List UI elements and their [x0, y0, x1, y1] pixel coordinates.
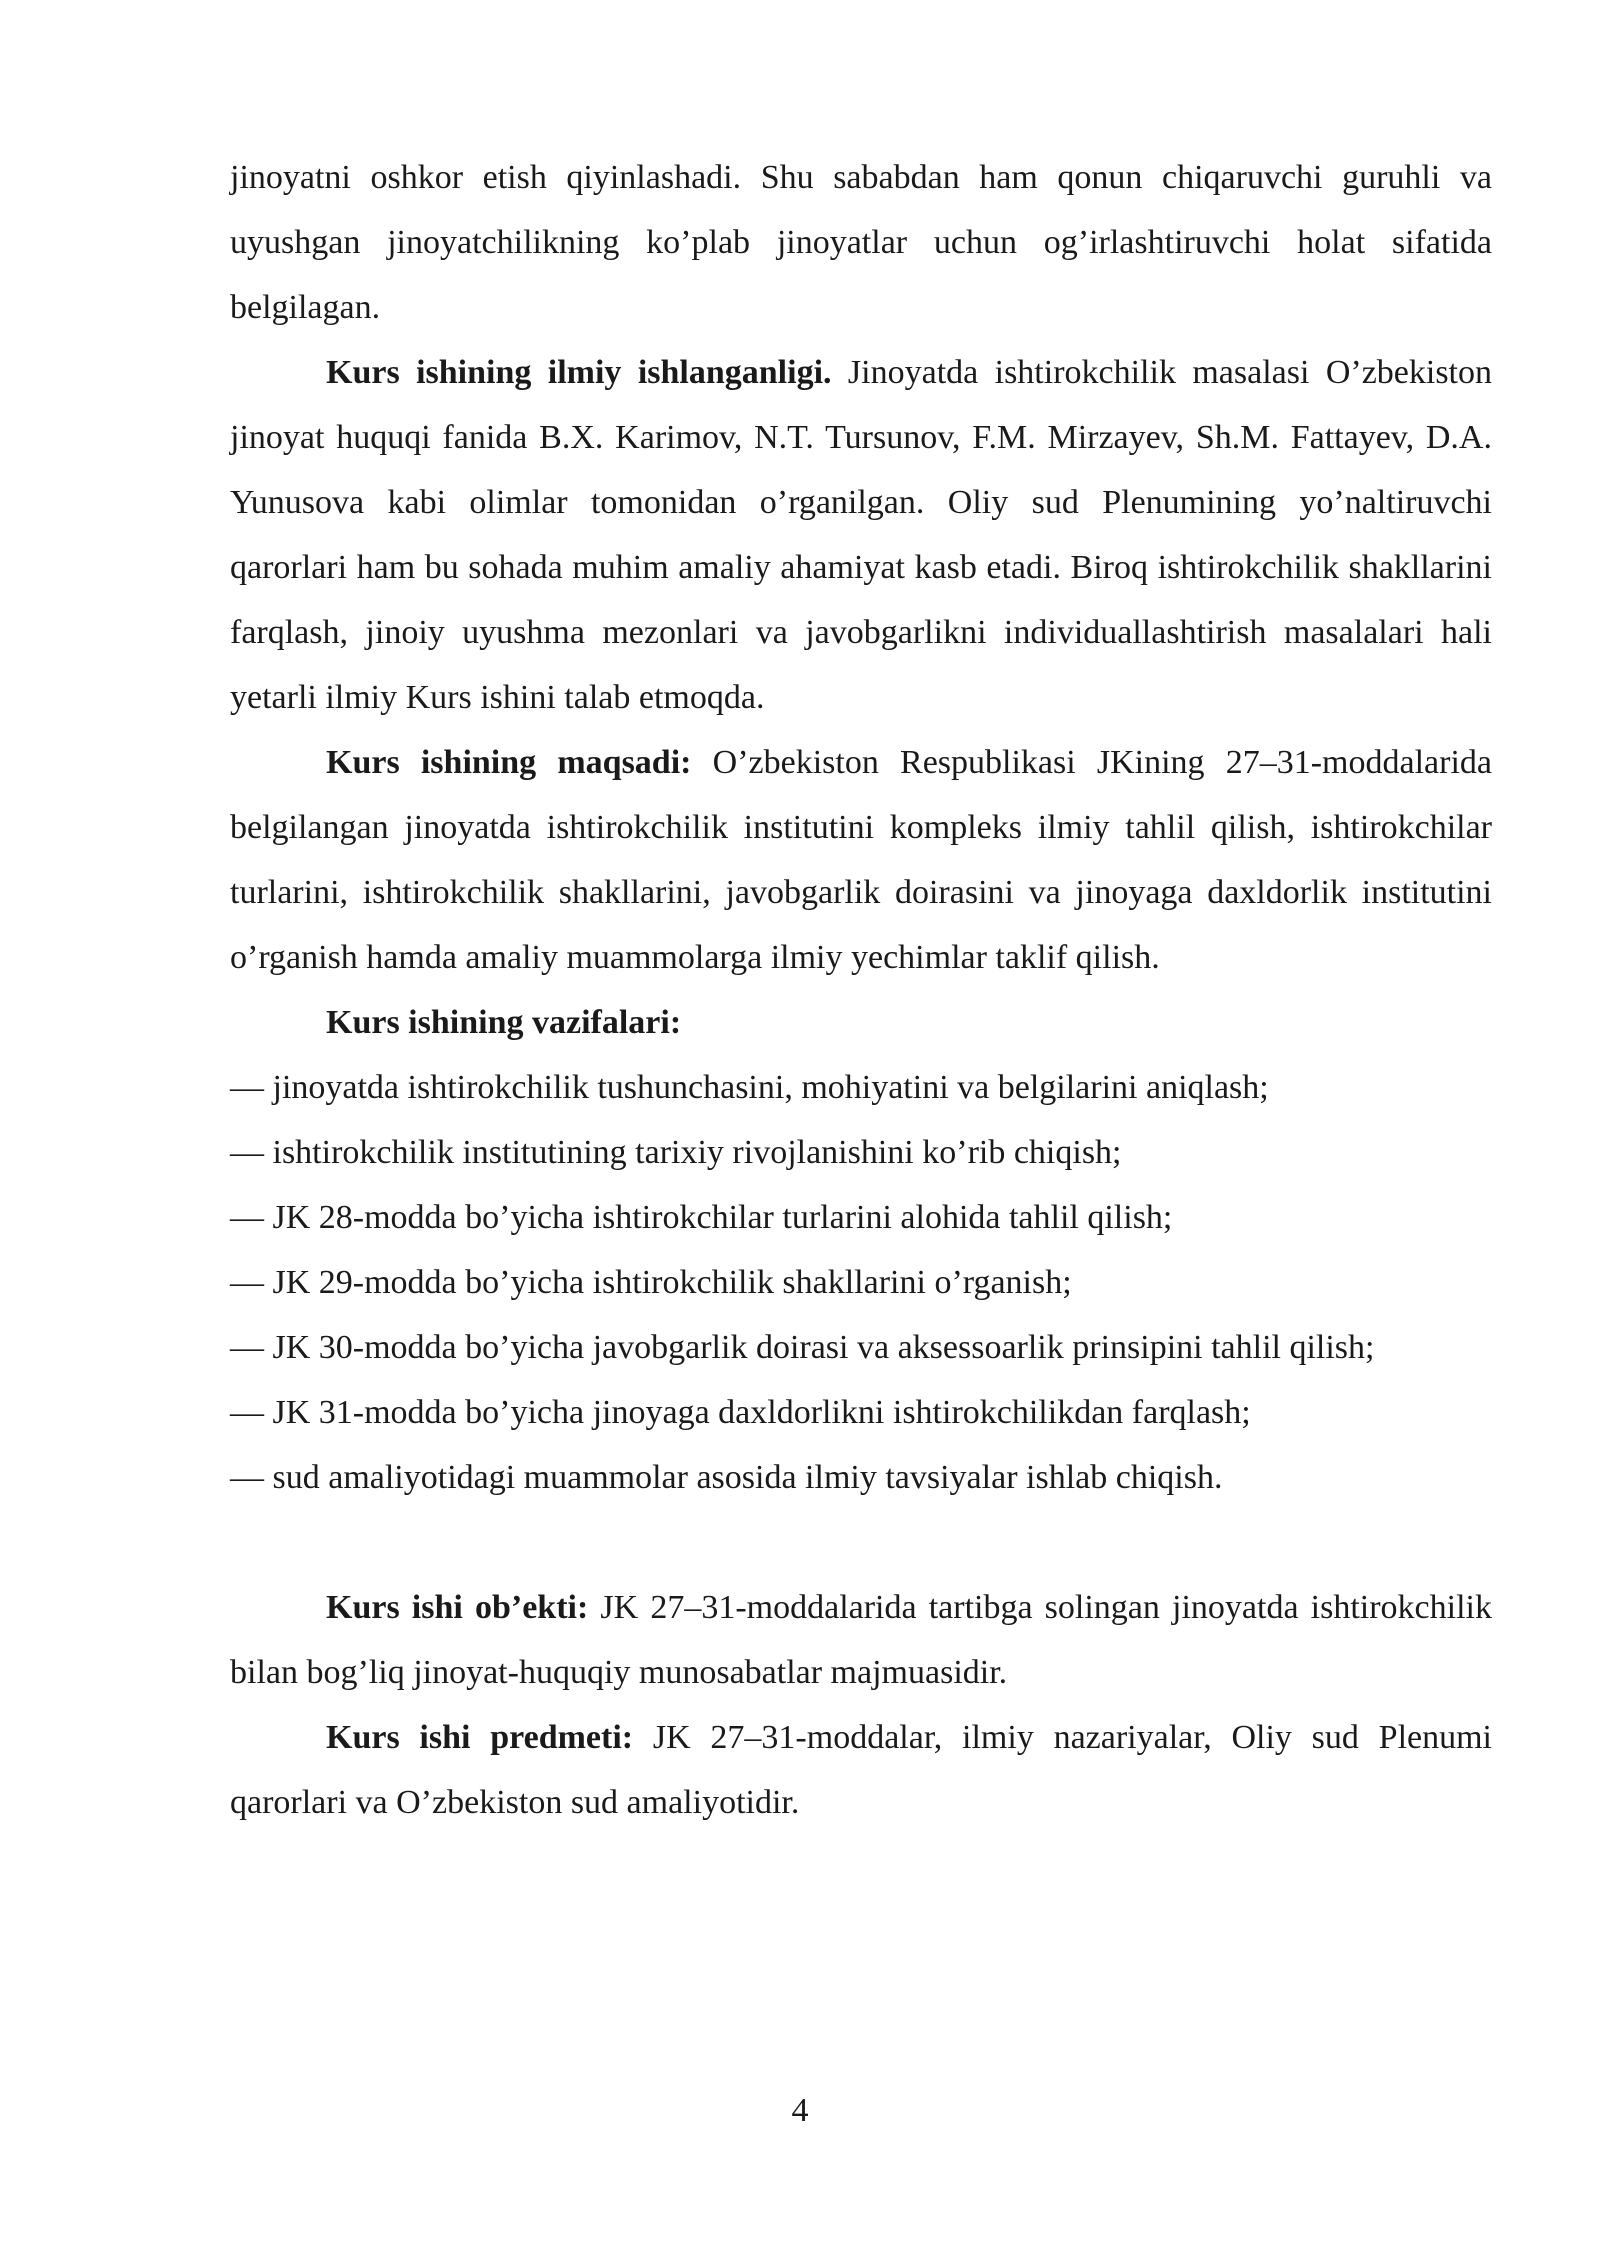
- vazifalar-list: [230, 1055, 1492, 1510]
- maqsad-text: O’zbekiston Respublikasi JKining 27–31-moddalarida belgilangan jinoyatda ishtirokchilik institutini kompleks ilmiy tahlil qilish, ishtirokchilar turlarini, ishtirokchilik shakllarini, javobgarlik doirasini va jinoyaga daxldorlik institutini o’rganish hamda amaliy muammolarga ilmiy yechimlar taklif qilish.: [230, 744, 1492, 976]
- ilmiy-paragraph: [230, 340, 1492, 730]
- obekt-paragraph: [230, 1575, 1492, 1705]
- ilmiy-heading: Kurs ishining ilmiy ishlanganligi.: [326, 354, 832, 391]
- list-item: — JK 31-modda bo’yicha jinoyaga daxldorlikni ishtirokchilikdan farqlash;: [230, 1394, 1251, 1431]
- predmet-text: JK 27–31-moddalar, ilmiy nazariyalar, Oliy sud Plenumi qarorlari va O’zbekiston sud amaliyotidir.: [230, 1719, 1492, 1821]
- predmet-heading: Kurs ishi predmeti:: [326, 1719, 634, 1756]
- obekt-text: JK 27–31-moddalarida tartibga solingan jinoyatda ishtirokchilik bilan bog’liq jinoyat-huquqiy munosabatlar majmuasidir.: [230, 1589, 1492, 1691]
- intro-paragraph: jinoyatni oshkor etish qiyinlashadi. Shu sababdan ham qonun chiqaruvchi guruhli va uyushgan jinoyatchilikning ko’plab jinoyatlar uchun og’irlashtiruvchi holat sifatida belgilagan.: [230, 159, 1492, 326]
- obekt-heading: Kurs ishi ob’ekti:: [326, 1589, 589, 1626]
- list-item: — jinoyatda ishtirokchilik tushunchasini, mohiyatini va belgilarini aniqlash;: [230, 1069, 1269, 1106]
- list-item: — JK 29-modda bo’yicha ishtirokchilik shakllarini o’rganish;: [230, 1264, 1072, 1301]
- maqsad-heading: Kurs ishining maqsadi:: [326, 744, 692, 781]
- document-page: [230, 145, 1492, 1835]
- maqsad-paragraph: [230, 730, 1492, 990]
- blank-line: [230, 1510, 1492, 1575]
- vazifalar-heading: Kurs ishining vazifalari:: [326, 1004, 682, 1041]
- list-item: — JK 30-modda bo’yicha javobgarlik doirasi va aksessoarlik prinsipini tahlil qilish;: [230, 1329, 1375, 1366]
- list-item: — JK 28-modda bo’yicha ishtirokchilar turlarini alohida tahlil qilish;: [230, 1199, 1173, 1236]
- predmet-paragraph: [230, 1705, 1492, 1835]
- ilmiy-text: Jinoyatda ishtirokchilik masalasi O’zbekiston jinoyat huquqi fanida B.X. Karimov, N.T. Tursunov, F.M. Mirzayev, Sh.M. Fattayev, D.A. Yunusova kabi olimlar tomonidan o’rganilgan. Oliy sud Plenumining yo’naltiruvchi qarorlari ham bu sohada muhim amaliy ahamiyat kasb etadi. Biroq ishtirokchilik shakllarini farqlash, jinoiy uyushma mezonlari va javobgarlikni individuallashtirish masalalari hali yetarli ilmiy Kurs ishini talab etmoqda.: [230, 354, 1493, 716]
- list-item: — ishtirokchilik institutining tarixiy rivojlanishini ko’rib chiqish;: [230, 1134, 1122, 1171]
- page-number: 4: [791, 2092, 809, 2129]
- list-item: — sud amaliyotidagi muammolar asosida ilmiy tavsiyalar ishlab chiqish.: [230, 1459, 1223, 1496]
